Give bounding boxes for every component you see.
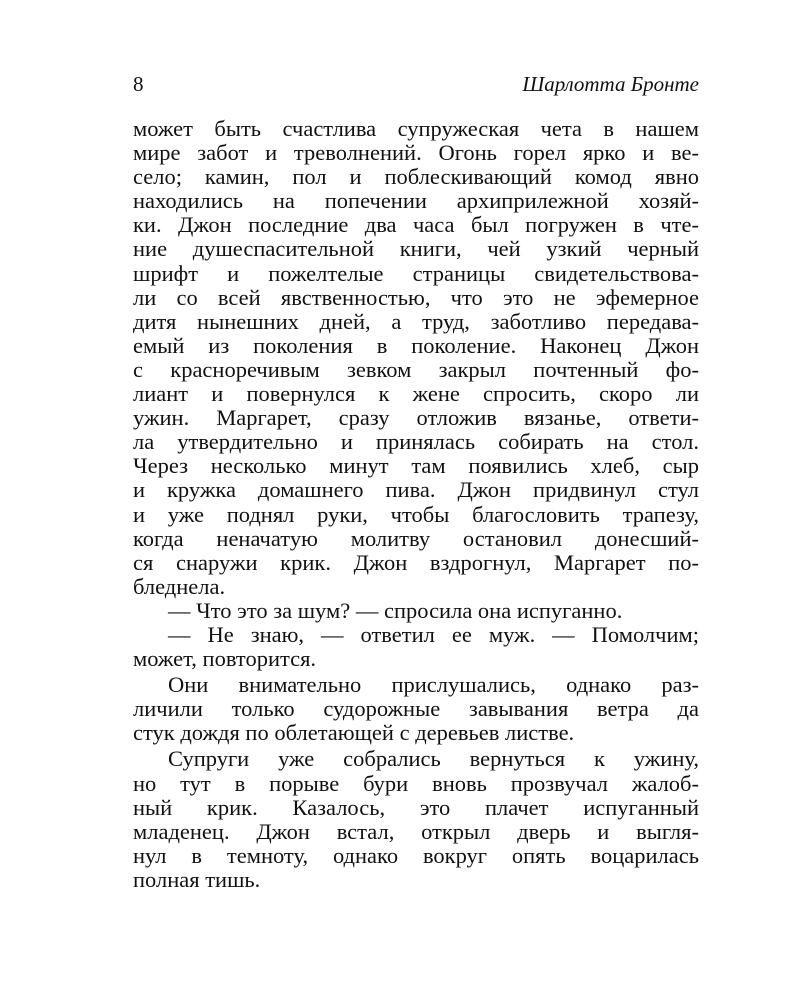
text-line: личили только судорожные завывания ветра да bbox=[133, 696, 699, 722]
text-line: и уже поднял руки, чтобы благословить трапезу, bbox=[133, 501, 699, 527]
text-line: полная тишь. bbox=[133, 866, 261, 892]
text-line: ужин. Маргарет, сразу отложив вязанье, ответи- bbox=[133, 405, 699, 431]
paragraph bbox=[133, 623, 699, 671]
text-line: ли со всей явственностью, что это не эфемерное bbox=[133, 284, 699, 310]
text-line: ся снаружи крик. Джон вздрогнул, Маргарет по- bbox=[133, 549, 699, 575]
paragraph bbox=[133, 599, 699, 623]
text-line: ние душеспасительной книги, чей узкий черный bbox=[133, 236, 699, 262]
page-header bbox=[133, 72, 699, 98]
text-line: лиант и повернулся к жене спросить, скоро ли bbox=[133, 381, 699, 407]
body-text bbox=[133, 117, 699, 892]
text-line: бледнела. bbox=[133, 573, 226, 599]
text-line: шрифт и пожелтелые страницы свидетельствова- bbox=[133, 260, 699, 286]
text-line: село; камин, пол и поблескивающий комод явно bbox=[133, 164, 699, 190]
text-line: но тут в порыве бури вновь прозвучал жалоб- bbox=[133, 770, 699, 796]
page-number: 8 bbox=[133, 72, 144, 96]
text-line: — Что это за шум? — спросила она испуганно. bbox=[168, 597, 623, 623]
text-line: ки. Джон последние два часа был погружен в чте- bbox=[133, 212, 699, 238]
text-line: и кружка домашнего пива. Джон придвинул стул bbox=[133, 477, 699, 503]
running-title: Шарлотта Бронте bbox=[522, 72, 699, 96]
text-line: дитя нынешних дней, а труд, заботливо передава- bbox=[133, 308, 699, 334]
paragraph bbox=[133, 673, 699, 745]
text-line: Через несколько минут там появились хлеб, сыр bbox=[133, 453, 699, 479]
text-line: находились на попечении архиприлежной хозяй- bbox=[133, 188, 699, 214]
paragraph bbox=[133, 747, 699, 892]
text-line: младенец. Джон встал, открыл дверь и выгля- bbox=[133, 818, 699, 844]
text-line: с красноречивым зевком закрыл почтенный фо- bbox=[133, 356, 699, 382]
text-line: Супруги уже собрались вернуться к ужину, bbox=[168, 746, 699, 772]
text-line: стук дождя по облетающей с деревьев листве. bbox=[133, 720, 575, 746]
text-line: нул в темноту, однако вокруг опять воцарилась bbox=[133, 842, 699, 868]
text-line: может быть счастлива супружеская чета в нашем bbox=[133, 116, 699, 141]
text-line: Они внимательно прислушались, однако раз- bbox=[168, 672, 699, 698]
text-line: может, повторится. bbox=[133, 646, 317, 672]
paragraph bbox=[133, 117, 699, 599]
text-line: ный крик. Казалось, это плачет испуганный bbox=[133, 794, 699, 820]
text-line: ла утвердительно и принялась собирать на стол. bbox=[133, 429, 699, 455]
text-line: когда неначатую молитву остановил донесший- bbox=[133, 525, 699, 551]
text-line: мире забот и треволнений. Огонь горел ярко и ве- bbox=[133, 140, 699, 166]
text-line: — Не знаю, — ответил ее муж. — Помолчим; bbox=[168, 621, 699, 647]
text-line: емый из поколения в поколение. Наконец Джон bbox=[133, 332, 699, 358]
